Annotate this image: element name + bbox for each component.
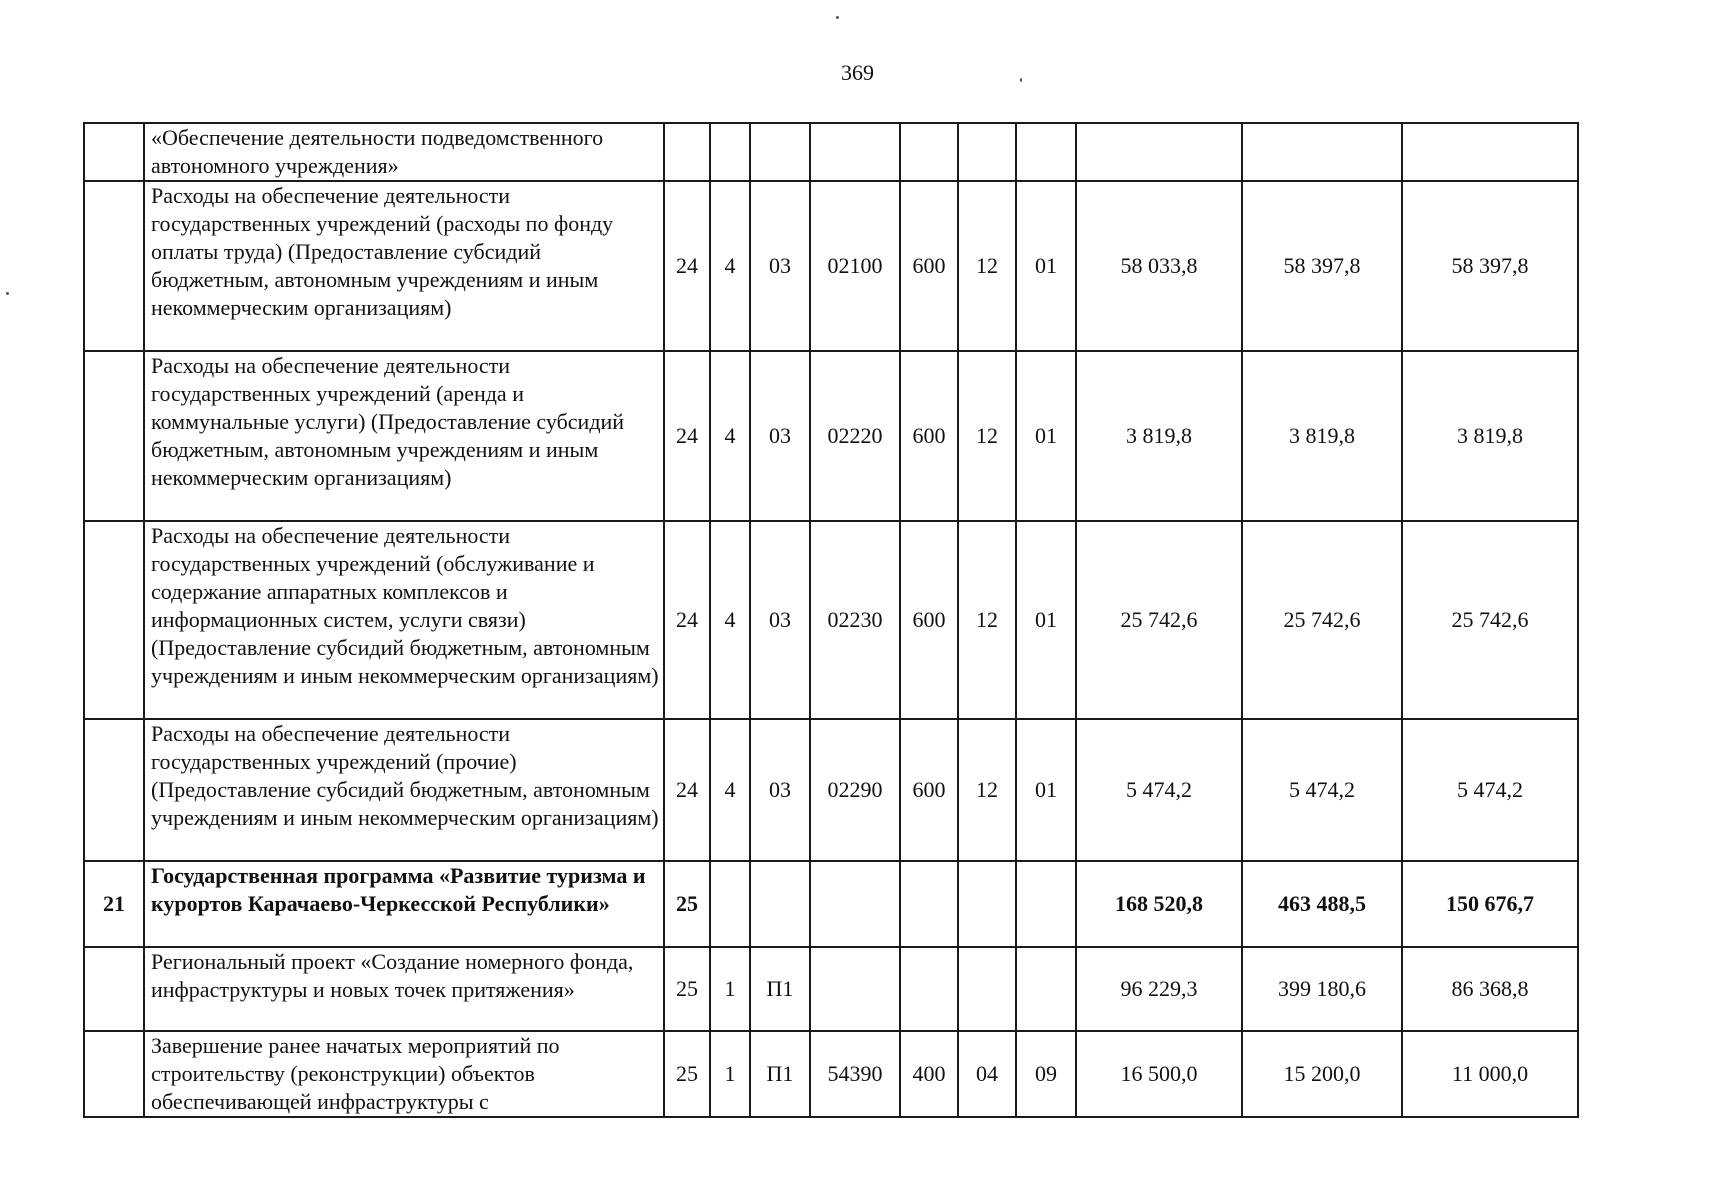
gp-code: 24: [664, 351, 710, 521]
row-description: Государственная программа «Развитие туризма и курортов Карачаево-Черкесской Республики»: [144, 861, 664, 947]
om-code: П1: [750, 1031, 810, 1117]
gp-code: 24: [664, 521, 710, 719]
row-number: [84, 181, 144, 351]
table-row: [84, 947, 1578, 1031]
table-row: [84, 351, 1578, 521]
row-description: Расходы на обеспечение деятельности государственных учреждений (обслуживание и содержание аппаратных комплексов и информационных систем, услуги связи) (Предоставление субсидий бюджетным, автономным учреждениям и иным некоммерческим организациям): [144, 521, 664, 719]
direction-code: [810, 861, 900, 947]
section-code: 12: [958, 181, 1016, 351]
amount-year-2: 58 397,8: [1242, 181, 1402, 351]
table-row: [84, 181, 1578, 351]
row-number: [84, 521, 144, 719]
row-description: Расходы на обеспечение деятельности государственных учреждений (аренда и коммунальные услуги) (Предоставление субсидий бюджетным, автономным учреждениям и иным некоммерческим организациям): [144, 351, 664, 521]
table-row: [84, 521, 1578, 719]
amount-year-2: 25 742,6: [1242, 521, 1402, 719]
amount-year-3: 150 676,7: [1402, 861, 1578, 947]
amount-year-1: [1076, 123, 1242, 181]
direction-code: 02230: [810, 521, 900, 719]
amount-year-1: 96 229,3: [1076, 947, 1242, 1031]
section-code: 12: [958, 521, 1016, 719]
row-description: Завершение ранее начатых мероприятий по строительству (реконструкции) объектов обеспечивающей инфраструктуры с: [144, 1031, 664, 1117]
om-code: [750, 861, 810, 947]
gp-code: 25: [664, 1031, 710, 1117]
subsection-code: 01: [1016, 521, 1076, 719]
row-description: Региональный проект «Создание номерного фонда, инфраструктуры и новых точек притяжения»: [144, 947, 664, 1031]
expense-type-code: [900, 123, 958, 181]
row-number: [84, 351, 144, 521]
amount-year-1: 58 033,8: [1076, 181, 1242, 351]
amount-year-2: 5 474,2: [1242, 719, 1402, 861]
amount-year-3: 5 474,2: [1402, 719, 1578, 861]
pp-code: 4: [710, 521, 750, 719]
om-code: [750, 123, 810, 181]
subsection-code: 09: [1016, 1031, 1076, 1117]
pp-code: [710, 861, 750, 947]
table-row: [84, 123, 1578, 181]
direction-code: 02100: [810, 181, 900, 351]
table-row: [84, 719, 1578, 861]
amount-year-1: 25 742,6: [1076, 521, 1242, 719]
amount-year-1: 3 819,8: [1076, 351, 1242, 521]
row-number: [84, 123, 144, 181]
amount-year-2: 15 200,0: [1242, 1031, 1402, 1117]
row-number: [84, 719, 144, 861]
amount-year-3: 25 742,6: [1402, 521, 1578, 719]
pp-code: 1: [710, 947, 750, 1031]
gp-code: 25: [664, 861, 710, 947]
subsection-code: [1016, 861, 1076, 947]
table-row: [84, 1031, 1578, 1117]
subsection-code: [1016, 947, 1076, 1031]
section-code: 12: [958, 351, 1016, 521]
expense-type-code: 400: [900, 1031, 958, 1117]
direction-code: [810, 947, 900, 1031]
direction-code: [810, 123, 900, 181]
gp-code: 24: [664, 181, 710, 351]
expense-type-code: 600: [900, 181, 958, 351]
scan-speck: [1020, 78, 1022, 82]
amount-year-3: 86 368,8: [1402, 947, 1578, 1031]
expense-type-code: 600: [900, 351, 958, 521]
row-number: [84, 947, 144, 1031]
scan-speck: [836, 16, 839, 19]
amount-year-2: 399 180,6: [1242, 947, 1402, 1031]
row-description: «Обеспечение деятельности подведомственного автономного учреждения»: [144, 123, 664, 181]
subsection-code: 01: [1016, 719, 1076, 861]
section-code: [958, 123, 1016, 181]
scan-speck: [6, 292, 9, 295]
table-row: [84, 861, 1578, 947]
om-code: 03: [750, 351, 810, 521]
section-code: 04: [958, 1031, 1016, 1117]
amount-year-1: 16 500,0: [1076, 1031, 1242, 1117]
pp-code: [710, 123, 750, 181]
amount-year-2: 3 819,8: [1242, 351, 1402, 521]
amount-year-3: 58 397,8: [1402, 181, 1578, 351]
expense-type-code: [900, 861, 958, 947]
pp-code: 4: [710, 351, 750, 521]
pp-code: 4: [710, 719, 750, 861]
om-code: 03: [750, 181, 810, 351]
amount-year-2: [1242, 123, 1402, 181]
direction-code: 02290: [810, 719, 900, 861]
gp-code: 24: [664, 719, 710, 861]
subsection-code: 01: [1016, 351, 1076, 521]
section-code: [958, 947, 1016, 1031]
amount-year-2: 463 488,5: [1242, 861, 1402, 947]
amount-year-3: 3 819,8: [1402, 351, 1578, 521]
row-number: 21: [84, 861, 144, 947]
direction-code: 02220: [810, 351, 900, 521]
row-description: Расходы на обеспечение деятельности государственных учреждений (расходы по фонду оплаты труда) (Предоставление субсидий бюджетным, автономным учреждениям и иным некоммерческим организациям): [144, 181, 664, 351]
section-code: 12: [958, 719, 1016, 861]
page-number: 369: [841, 60, 874, 85]
expense-type-code: 600: [900, 719, 958, 861]
section-code: [958, 861, 1016, 947]
gp-code: [664, 123, 710, 181]
om-code: П1: [750, 947, 810, 1031]
row-description: Расходы на обеспечение деятельности государственных учреждений (прочие) (Предоставление субсидий бюджетным, автономным учреждениям и иным некоммерческим организациям): [144, 719, 664, 861]
direction-code: 54390: [810, 1031, 900, 1117]
subsection-code: 01: [1016, 181, 1076, 351]
pp-code: 1: [710, 1031, 750, 1117]
subsection-code: [1016, 123, 1076, 181]
om-code: 03: [750, 719, 810, 861]
om-code: 03: [750, 521, 810, 719]
amount-year-1: 5 474,2: [1076, 719, 1242, 861]
gp-code: 25: [664, 947, 710, 1031]
row-number: [84, 1031, 144, 1117]
expense-type-code: 600: [900, 521, 958, 719]
pp-code: 4: [710, 181, 750, 351]
amount-year-3: [1402, 123, 1578, 181]
budget-table: [83, 122, 1579, 1118]
amount-year-1: 168 520,8: [1076, 861, 1242, 947]
amount-year-3: 11 000,0: [1402, 1031, 1578, 1117]
expense-type-code: [900, 947, 958, 1031]
